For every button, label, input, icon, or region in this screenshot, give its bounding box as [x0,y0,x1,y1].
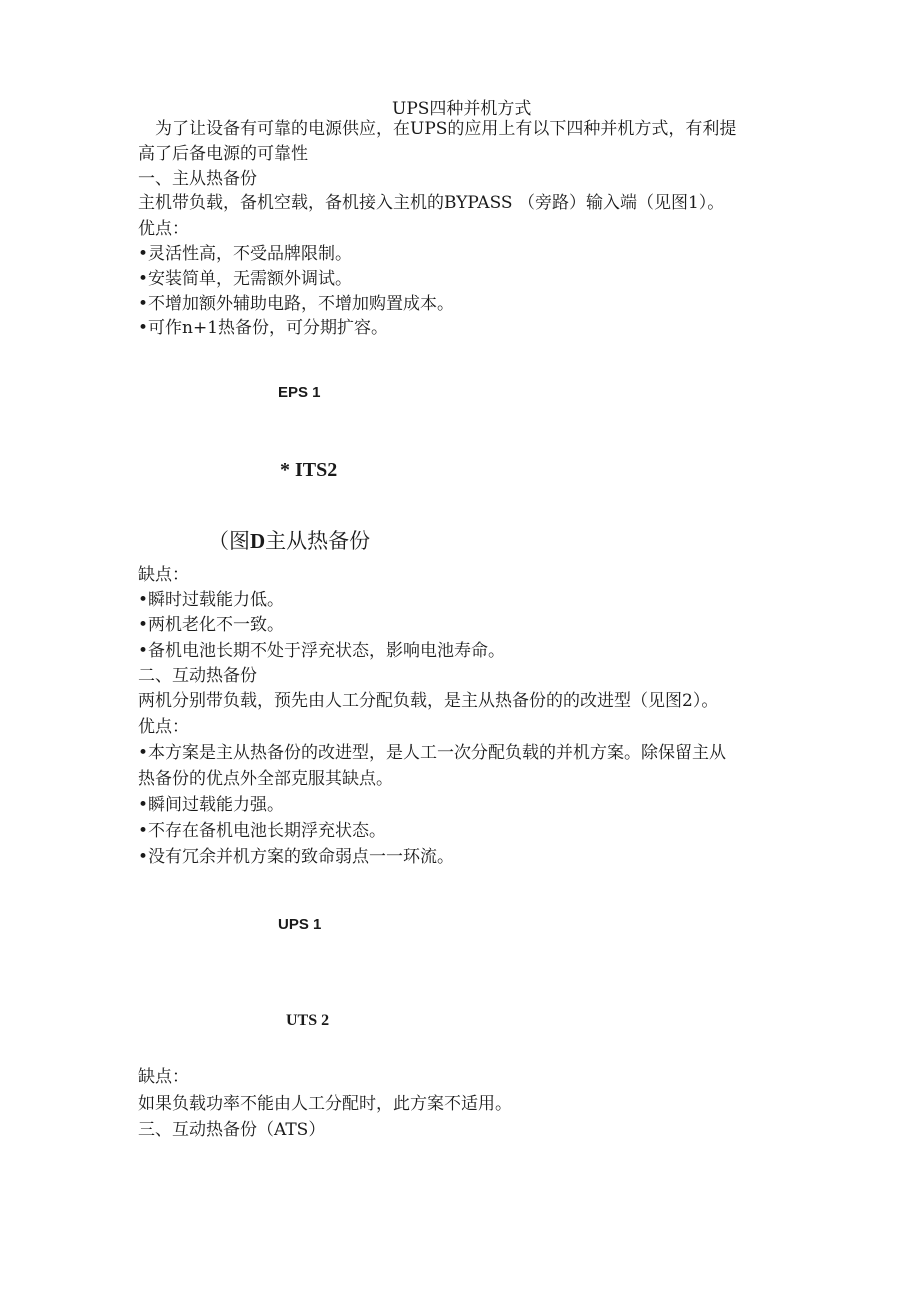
section2-heading: 二、互动热备份 [138,666,257,686]
section1-heading: 一、主从热备份 [138,169,257,189]
figure2-label-ups1: UPS 1 [278,916,322,933]
section2-pros-label: 优点： [138,717,189,737]
section3-heading: 三、互动热备份（ATS） [138,1120,326,1140]
intro-line-2: 高了后备电源的可靠性 [138,144,308,164]
section2-pro-item: •不存在备机电池长期浮充状态。 [138,821,387,841]
figure1-label-eps1: EPS 1 [278,384,321,401]
caption-prefix: （图 [208,529,250,553]
section1-pro-item: •安装简单，无需额外调试。 [138,269,353,289]
section2-pro-item: •瞬间过载能力强。 [138,795,285,815]
section2-pro-item: 热备份的优点外全部克服其缺点。 [138,769,393,789]
section2-cons-label: 缺点： [138,1067,189,1087]
section2-description: 两机分别带负载，预先由人工分配负载，是主从热备份的的改进型（见图2）。 [138,691,719,711]
section1-con-item: •瞬时过载能力低。 [138,590,285,610]
section2-pro-item: •本方案是主从热备份的改进型，是人工一次分配负载的并机方案。除保留主从 [138,743,727,763]
section1-pro-item: •灵活性高，不受品牌限制。 [138,244,353,264]
section1-pros-label: 优点： [138,219,189,239]
figure2-label-uts2: UTS 2 [286,1012,330,1029]
section2-con-item: 如果负载功率不能由人工分配时，此方案不适用。 [138,1094,512,1114]
section1-pro-item: •可作n+1热备份，可分期扩容。 [138,318,389,338]
section1-pro-item: •不增加额外辅助电路，不增加购置成本。 [138,294,455,314]
caption-suffix: 主从热备份 [265,529,371,553]
intro-line-1: 为了让设备有可靠的电源供应，在UPS的应用上有以下四种并机方式，有利提 [155,119,737,139]
figure1-caption [208,525,370,555]
section1-cons-label: 缺点： [138,565,189,585]
caption-bold-letter: D [250,529,266,553]
page-title: UPS四种并机方式 [392,99,532,119]
section1-description: 主机带负载，备机空载，备机接入主机的BYPASS （旁路）输入端（见图1）。 [138,193,725,213]
section2-pro-item: •没有冗余并机方案的致命弱点一一环流。 [138,847,455,867]
figure1-label-its2: * ITS2 [280,459,338,481]
section1-con-item: •备机电池长期不处于浮充状态，影响电池寿命。 [138,641,506,661]
section1-con-item: •两机老化不一致。 [138,615,285,635]
